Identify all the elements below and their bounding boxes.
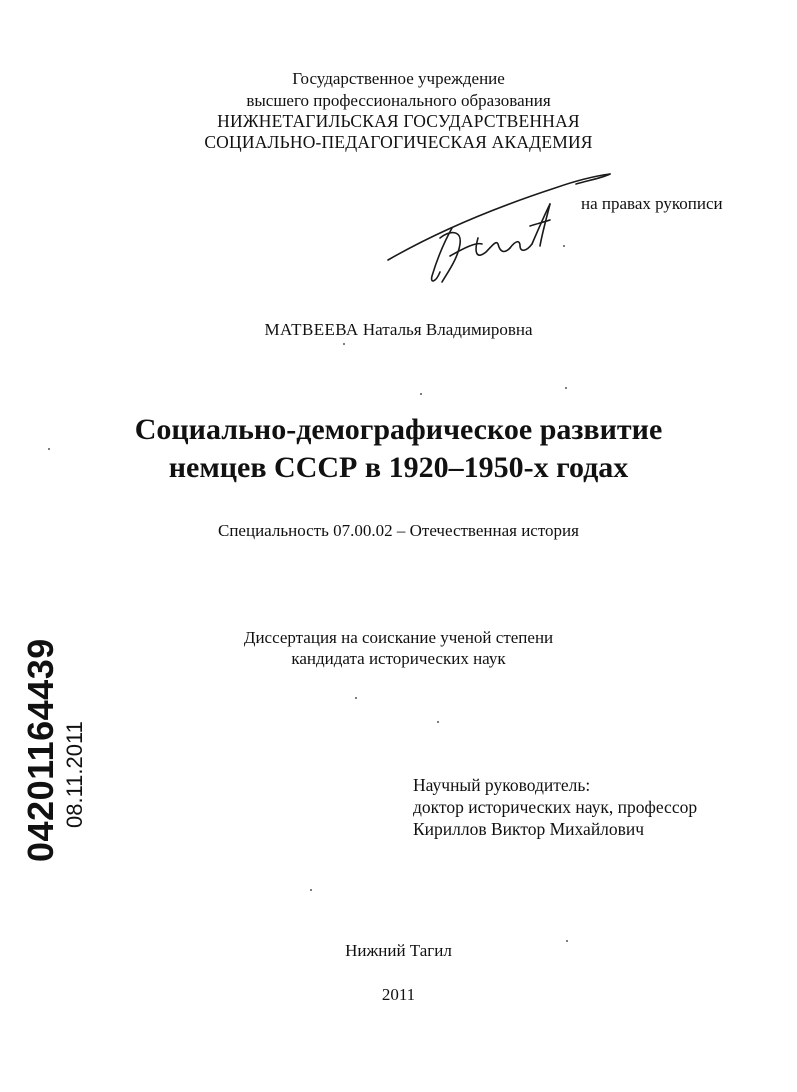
title-line-2: немцев СССР в 1920–1950-х годах (168, 451, 629, 484)
author-surname: МАТВЕЕВА (264, 320, 359, 339)
advisor-label: Научный руководитель: (413, 775, 591, 795)
author-given-names: Наталья Владимировна (362, 320, 533, 339)
institution-name-line-2: СОЦИАЛЬНО-ПЕДАГОГИЧЕСКАЯ АКАДЕМИЯ (204, 132, 593, 152)
author-name (0, 320, 797, 340)
scan-speck (437, 721, 439, 723)
scan-speck (310, 889, 312, 891)
institution-line-2: высшего профессионального образования (246, 91, 551, 110)
title-line-1: Социально-демографическое развитие (134, 413, 663, 446)
scan-speck (420, 393, 422, 395)
institution-name-line-1: НИЖНЕТАГИЛЬСКАЯ ГОСУДАРСТВЕННАЯ (217, 111, 580, 131)
scan-speck (343, 343, 345, 345)
advisor-degree: доктор исторических наук, профессор (413, 797, 698, 817)
specialty: Специальность 07.00.02 – Отечественная история (218, 521, 579, 540)
institution-line-1: Государственное учреждение (292, 69, 505, 88)
scan-speck (48, 448, 50, 450)
scan-speck (565, 387, 567, 389)
dissertation-line-2: кандидата исторических наук (291, 649, 506, 668)
advisor-name: Кириллов Виктор Михайлович (413, 819, 645, 839)
handwritten-signature-icon (380, 168, 620, 293)
scan-speck (355, 697, 357, 699)
library-stamp-number: 04201164439 (20, 638, 61, 862)
year: 2011 (381, 985, 416, 1004)
scan-speck (563, 245, 565, 247)
library-stamp-date: 08.11.2011 (62, 721, 87, 828)
scan-speck (566, 940, 568, 942)
dissertation-line-1: Диссертация на соискание ученой степени (243, 628, 554, 647)
manuscript-note: на правах рукописи (581, 194, 723, 213)
city: Нижний Тагил (345, 941, 452, 960)
